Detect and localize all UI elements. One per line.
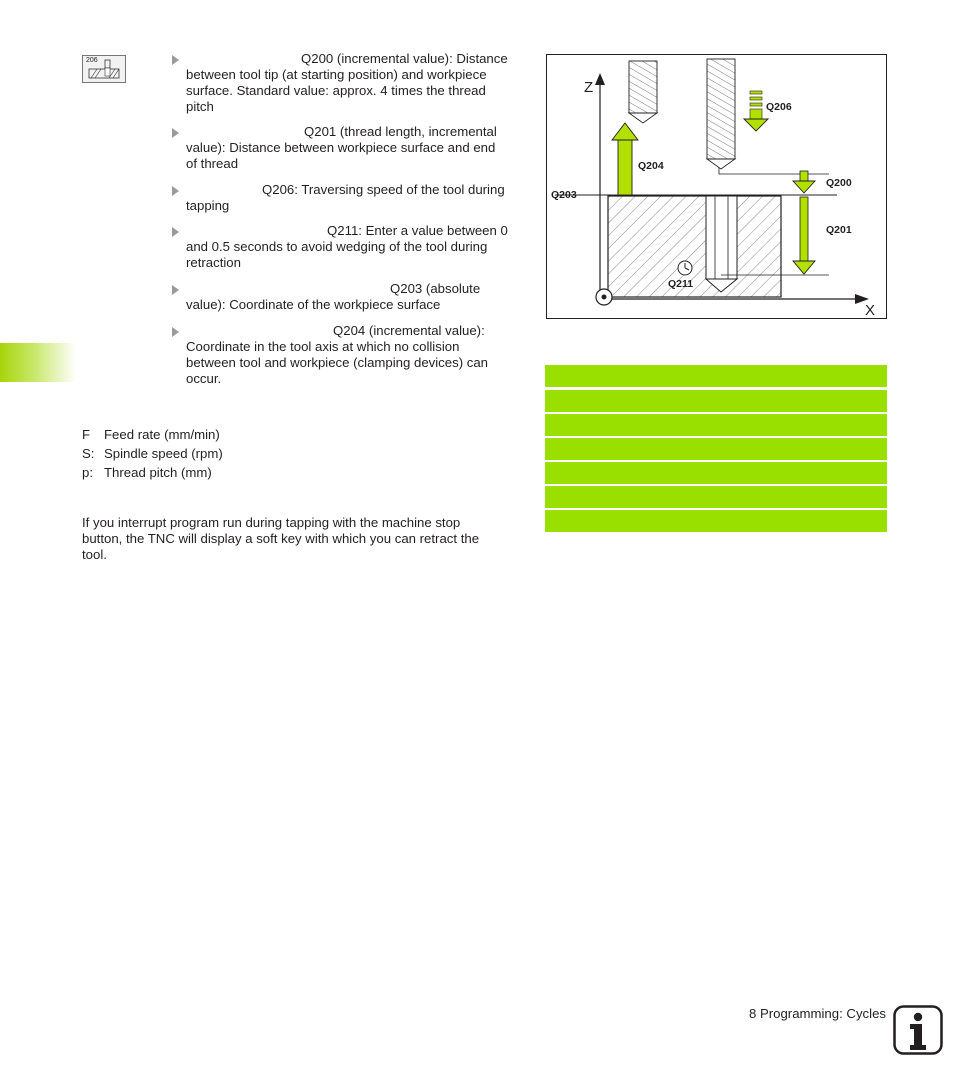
param-q211 xyxy=(186,223,526,271)
q200-label: Q200 xyxy=(826,177,852,189)
tapping-cycle-diagram xyxy=(546,54,887,319)
legend-item-spindle xyxy=(82,446,223,462)
q203-label: Q203 xyxy=(551,189,577,201)
param-line: occur. xyxy=(186,371,222,386)
param-line: between tool and workpiece (clamping devices) can xyxy=(186,355,489,370)
bullet-arrow-icon xyxy=(172,327,179,337)
note-line: If you interrupt program run during tapping with the machine stop xyxy=(82,515,461,530)
param-line: of thread xyxy=(186,156,239,171)
table-row xyxy=(545,462,887,484)
param-q204 xyxy=(186,323,526,387)
legend-item-feed xyxy=(82,427,220,443)
bullet-arrow-icon xyxy=(172,285,179,295)
table-row xyxy=(545,486,887,508)
param-line: retraction xyxy=(186,255,241,270)
bullet-arrow-icon xyxy=(172,227,179,237)
param-line: tapping xyxy=(186,198,230,213)
param-q201 xyxy=(186,124,526,172)
table-row xyxy=(545,438,887,460)
tapped-hole xyxy=(706,196,737,279)
legend-symbol: S: xyxy=(82,446,95,461)
tap-tool-large xyxy=(707,59,735,169)
chapter-side-tab xyxy=(0,343,76,382)
legend-item-pitch xyxy=(82,465,212,481)
param-line: Q203 (absolute xyxy=(390,281,481,296)
tapping-tool-graphic xyxy=(83,56,125,82)
legend-symbol: p: xyxy=(82,465,93,480)
cycle-number: 206 xyxy=(86,57,98,64)
legend-text: Feed rate (mm/min) xyxy=(104,427,220,442)
legend-symbol: F xyxy=(82,427,91,442)
param-line: and 0.5 seconds to avoid wedging of the tool during xyxy=(186,239,488,254)
note-line: button, the TNC will display a soft key with which you can retract the xyxy=(82,531,480,546)
param-line: Q206: Traversing speed of the tool during xyxy=(262,182,505,197)
x-axis-label: X xyxy=(865,302,876,319)
q201-arrow xyxy=(793,197,815,274)
q204-label: Q204 xyxy=(638,160,664,172)
table-row xyxy=(545,510,887,532)
param-line: Q211: Enter a value between 0 xyxy=(327,223,508,238)
param-line: Q200 (incremental value): Distance xyxy=(301,51,508,66)
param-line: surface. Standard value: approx. 4 times the thread xyxy=(186,83,486,98)
z-axis-label: Z xyxy=(584,79,594,96)
tap-tool-small xyxy=(629,61,657,123)
q211-label: Q211 xyxy=(668,278,694,290)
table-row xyxy=(545,414,887,436)
setup-clearance-line xyxy=(719,167,829,174)
retract-note xyxy=(82,515,532,563)
table-row xyxy=(545,390,887,412)
legend-text: Thread pitch (mm) xyxy=(104,465,212,480)
z-axis-arrowhead xyxy=(595,73,605,85)
q204-arrow xyxy=(612,123,638,195)
chapter-footer: 8 Programming: Cycles xyxy=(748,1006,886,1021)
param-line: Q201 (thread length, incremental xyxy=(304,124,497,139)
param-line: Q204 (incremental value): xyxy=(333,323,485,338)
cycle-206-icon xyxy=(82,55,126,83)
note-line: tool. xyxy=(82,547,107,562)
param-line: value): Coordinate of the workpiece surface xyxy=(186,297,441,312)
param-q200 xyxy=(186,51,526,115)
bullet-arrow-icon xyxy=(172,55,179,65)
param-q206 xyxy=(186,182,526,214)
param-line: Coordinate in the tool axis at which no collision xyxy=(186,339,460,354)
diagram-svg xyxy=(547,55,888,320)
q201-label: Q201 xyxy=(826,224,852,236)
workpiece-block xyxy=(608,196,781,297)
dwell-clock-icon xyxy=(678,261,692,275)
q206-label: Q206 xyxy=(766,101,792,113)
bullet-arrow-icon xyxy=(172,186,179,196)
table-row xyxy=(545,365,887,387)
param-line: value): Distance between workpiece surface and end xyxy=(186,140,496,155)
q206-arrow xyxy=(744,91,768,131)
bullet-arrow-icon xyxy=(172,128,179,138)
legend-text: Spindle speed (rpm) xyxy=(104,446,223,461)
param-line: pitch xyxy=(186,99,214,114)
param-line: between tool tip (at starting position) and workpiece xyxy=(186,67,487,82)
param-q203 xyxy=(186,281,526,313)
info-icon xyxy=(893,1005,943,1055)
